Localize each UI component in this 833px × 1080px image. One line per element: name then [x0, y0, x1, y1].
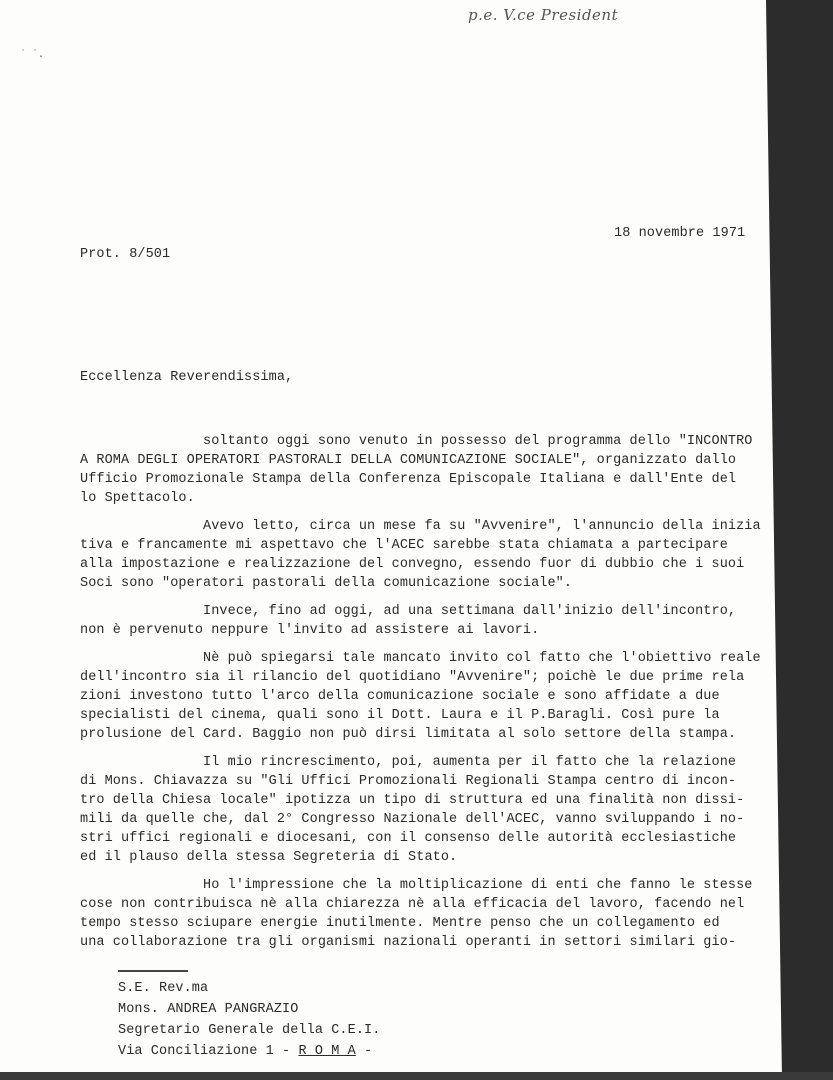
address-suffix: - — [355, 1044, 373, 1059]
text-line: dell'incontro sia il rilancio del quotidiano "Avvenire"; poichè le due prime rela — [80, 670, 745, 685]
city: R O M A — [298, 1044, 356, 1059]
text-line: mili da quelle che, dal 2° Congresso Nazionale dell'ACEC, vanno sviluppando i no- — [80, 812, 745, 827]
salutation: Eccellenza Reverendissima, — [80, 370, 294, 385]
addressee-role: Segretario Generale della C.E.I. — [118, 1023, 381, 1038]
handwritten-note: p.e. V.ce President — [468, 6, 619, 24]
street: Via Conciliazione 1 - — [118, 1044, 299, 1059]
paragraph — [80, 876, 760, 952]
divider-rule — [118, 970, 188, 972]
letter-body — [80, 432, 760, 961]
text-line: Nè può spiegarsi tale mancato invito col fatto che l'obiettivo reale — [80, 651, 761, 666]
text-line: stri uffici regionali e diocesani, con il consenso delle autorità ecclesiastiche — [80, 831, 737, 846]
text-line: di Mons. Chiavazza su "Gli Uffici Promozionali Regionali Stampa centro di incon- — [80, 774, 737, 789]
text-line: Invece, fino ad oggi, ad una settimana dall'inizio dell'incontro, — [80, 604, 737, 619]
text-line: una collaborazione tra gli organismi nazionali operanti in settori similari gio- — [80, 935, 737, 950]
paragraph — [80, 602, 760, 640]
letter-date: 18 novembre 1971 — [614, 226, 746, 241]
text-line: non è pervenuto neppure l'invito ad assistere ai lavori. — [80, 623, 540, 638]
addressee-name: Mons. ANDREA PANGRAZIO — [118, 1002, 299, 1017]
text-line: alla impostazione e realizzazione del convegno, essendo fuor di dubbio che i suoi — [80, 557, 745, 572]
text-line: specialisti del cinema, quali sono il Dott. Laura e il P.Baragli. Così pure la — [80, 708, 720, 723]
text-line: A ROMA DEGLI OPERATORI PASTORALI DELLA COMUNICAZIONE SOCIALE", organizzato dallo — [80, 453, 737, 468]
addressee-block — [118, 978, 380, 1062]
paragraph — [80, 517, 760, 593]
text-line: lo Spettacolo. — [80, 491, 195, 506]
text-line: tiva e francamente mi aspettavo che l'ACEC sarebbe stata chiamata a partecipare — [80, 538, 728, 553]
text-line: zioni investono tutto l'arco della comunicazione sociale e sono affidate a due — [80, 689, 720, 704]
paragraph — [80, 432, 760, 508]
addressee-title: S.E. Rev.ma — [118, 981, 209, 996]
text-line: Il mio rincrescimento, poi, aumenta per il fatto che la relazione — [80, 755, 737, 770]
text-line: prolusione del Card. Baggio non può dirsi limitata al solo settore della stampa. — [80, 727, 737, 742]
protocol-number: Prot. 8/501 — [80, 247, 171, 262]
text-line: soltanto oggi sono venuto in possesso del programma dello "INCONTRO — [80, 434, 753, 449]
text-line: Avevo letto, circa un mese fa su "Avvenire", l'annuncio della inizia — [80, 519, 761, 534]
scan-specks: ˙ ˙. — [20, 50, 45, 61]
text-line: tro della Chiesa locale" ipotizza un tipo di struttura ed una finalità non dissi- — [80, 793, 745, 808]
text-line: tempo stesso sciupare energie inutilmente. Mentre penso che un collegamento ed — [80, 916, 720, 931]
paragraph — [80, 753, 760, 867]
text-line: Ufficio Promozionale Stampa della Conferenza Episcopale Italiana e dall'Ente del — [80, 472, 737, 487]
addressee-address — [118, 1041, 380, 1062]
text-line: Soci sono "operatori pastorali della comunicazione sociale". — [80, 576, 573, 591]
text-line: cose non contribuisca nè alla chiarezza nè alla efficacia del lavoro, facendo nel — [80, 897, 745, 912]
paragraph — [80, 649, 760, 744]
text-line: Ho l'impressione che la moltiplicazione di enti che fanno le stesse — [80, 878, 753, 893]
text-line: ed il plauso della stessa Segreteria di Stato. — [80, 850, 458, 865]
